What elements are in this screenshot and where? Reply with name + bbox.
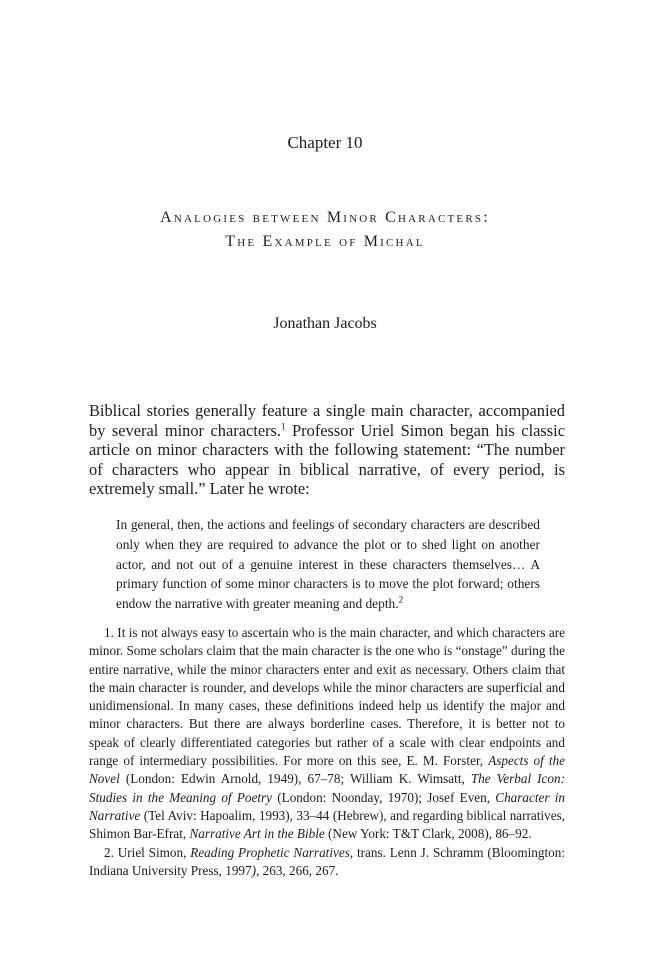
footnote-ref-2: 2: [398, 594, 404, 605]
footnote-number: 2.: [104, 844, 114, 860]
cited-title: Reading Prophetic Narratives: [190, 844, 350, 860]
cited-title: Narrative Art in the Bible: [189, 826, 325, 842]
chapter-title-line-1: Analogies between Minor Characters:: [160, 209, 490, 226]
cited-title: The Verbal Icon: Studies in the Meaning of Poetry: [89, 771, 565, 805]
paragraph-text-part-2: Professor Uriel Simon began his classic article on minor characters with the following statement: “The number of characters who appear in biblical narrative, of every period, is extremely small.” Later he wrote:: [89, 420, 565, 498]
footnote-text: (London: Noonday, 1970); Josef Even,: [272, 789, 496, 805]
footnotes-section: [89, 624, 565, 880]
cited-punctuation: ),: [251, 862, 260, 878]
footnote-text: 263, 266, 267.: [259, 862, 339, 878]
footnote-text: (New York: T&T Clark, 2008), 86–92.: [324, 826, 532, 842]
footnote-text: Uriel Simon,: [117, 844, 191, 860]
footnote-text: (Tel Aviv: Hapoalim, 1993), 33–44 (Hebrew), and regarding biblical narratives, Shimon Bar-Efrat,: [89, 807, 565, 842]
cited-title: Aspects of the Novel: [89, 753, 565, 787]
block-quote: [116, 515, 540, 614]
chapter-label: Chapter 10: [287, 133, 363, 152]
opening-paragraph: [89, 401, 565, 499]
footnote-text: (London: Edwin Arnold, 1949), 67–78; William K. Wimsatt,: [119, 771, 471, 787]
author-name: Jonathan Jacobs: [273, 315, 377, 332]
footnote-ref-1: 1: [281, 421, 286, 432]
footnote-2: [89, 844, 565, 881]
cited-title: Character in Narrative: [89, 789, 565, 823]
footnote-number: 1.: [104, 625, 114, 640]
quote-text: In general, then, the actions and feelings of secondary characters are described only when they are required to advance the plot or to shed light on another actor, and not out of a genuine interest in these characters themselves… A primary function of some minor characters is to move the plot forward; others endow the narrative with greater meaning and depth.: [116, 517, 540, 612]
chapter-title-line-2: The Example of Michal: [225, 233, 425, 250]
quote-paragraph: [116, 515, 540, 614]
paragraph-text-part-1: Biblical stories generally feature a single main character, accompanied by several minor characters.: [89, 401, 565, 440]
footnote-text: It is not always easy to ascertain who is the main character, and which characters are minor. Some scholars claim that the main character is the one who is “onstage” during the entire narrative, while the minor characters enter and exit as necessary. Others claim that the main character is rounder, and develops while the minor characters are superficial and unidimensional. In many cases, these definitions indeed help us identify the major and minor characters. But there are always borderline cases. Therefore, it is better not to speak of clearly differentiated categories but rather of a scale with clear endpoints and range of intermediary possibilities. For more on this see, E. M. Forster,: [89, 625, 565, 769]
footnote-text: , trans. Lenn J. Schramm (Bloomington: Indiana University Press, 1997: [89, 844, 565, 878]
footnote-1: [89, 624, 565, 844]
body-paragraph: [89, 401, 565, 499]
